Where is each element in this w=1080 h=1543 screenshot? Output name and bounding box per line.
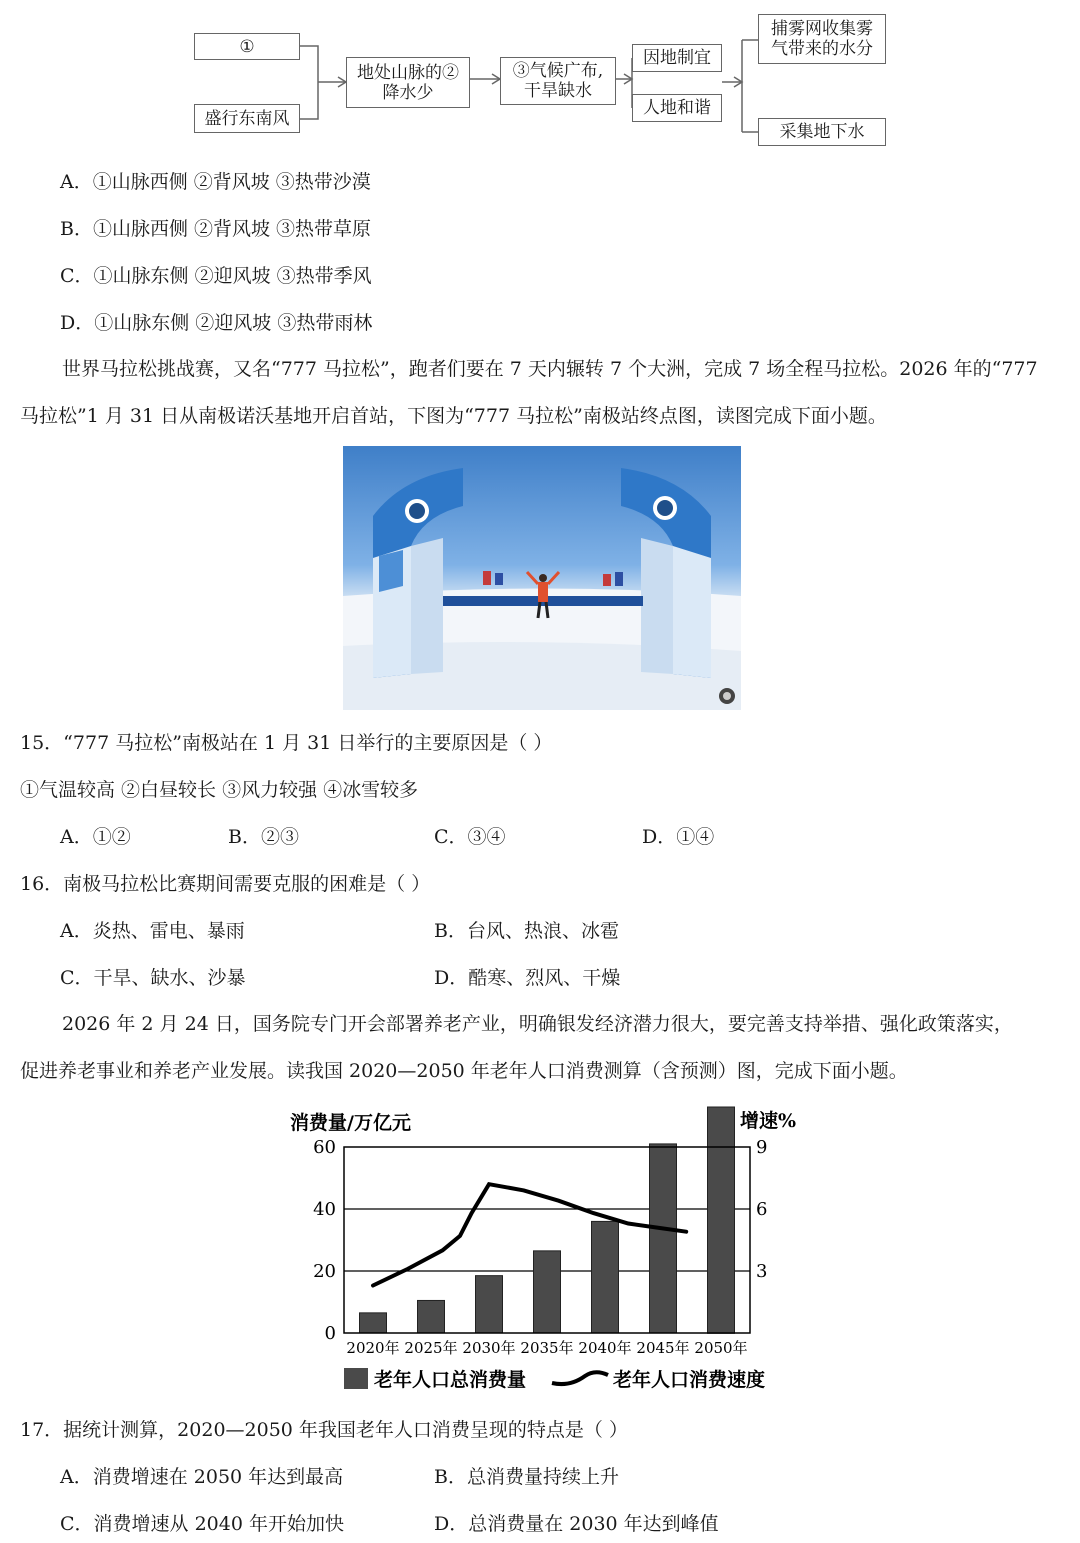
flow-box-1: ①: [194, 33, 300, 60]
q17-stem: 17．据统计测算，2020—2050 年我国老年人口消费呈现的特点是（ ）: [20, 1419, 628, 1441]
flow-box-4-line1: ③气候广布,: [512, 61, 604, 81]
y2-axis-label: 增速%: [740, 1110, 797, 1132]
flow-box-5: 因地制宜: [632, 44, 722, 72]
flow-box-7-line2: 气带来的水分: [771, 39, 873, 59]
passage2-line2: 促进养老事业和养老产业发展。读我国 2020—2050 年老年人口消费测算（含预测）图，完成下面小题。: [20, 1060, 908, 1082]
q14-option-d: D．①山脉东侧 ②迎风坡 ③热带雨林: [60, 312, 373, 334]
bar-2025年: [418, 1300, 445, 1333]
x-tick-label: 2020年: [346, 1339, 400, 1357]
flow-box-2: 盛行东南风: [194, 104, 300, 133]
q16-option-a: A．炎热、雷电、暴雨: [60, 920, 245, 942]
y-tick-label: 20: [313, 1261, 336, 1282]
y-tick-label: 40: [313, 1199, 336, 1220]
q15-option-d: D．①④: [642, 826, 715, 848]
x-tick-label: 2045年: [636, 1339, 690, 1357]
bar-2020年: [360, 1313, 387, 1333]
y-axis-label: 消费量/万亿元: [290, 1112, 411, 1134]
elderly-consumption-chart: [0, 1095, 1080, 1400]
bar-2050年: [708, 1107, 735, 1333]
finish-arch-illustration: [343, 446, 741, 710]
q17-option-b: B．总消费量持续上升: [434, 1466, 619, 1488]
y-tick-label: 0: [324, 1323, 336, 1344]
x-tick-label: 2030年: [462, 1339, 516, 1357]
q16-option-c: C．干旱、缺水、沙暴: [60, 967, 246, 989]
bar-2040年: [592, 1221, 619, 1333]
bar-2035年: [534, 1251, 561, 1333]
q17-option-a: A．消费增速在 2050 年达到最高: [60, 1466, 344, 1488]
series-line-consumption-rate: [373, 1184, 686, 1285]
flow-box-4-line2: 干旱缺水: [524, 81, 592, 101]
q16-option-b: B．台风、热浪、冰雹: [434, 920, 619, 942]
legend-label-bar: 老年人口总消费量: [374, 1369, 527, 1391]
passage1-line2: 马拉松”1 月 31 日从南极诺沃基地开启首站，下图为“777 马拉松”南极站终点图，读图完成下面小题。: [20, 405, 887, 427]
y2-tick-label: 6: [756, 1199, 768, 1220]
y2-tick-label: 3: [756, 1261, 768, 1282]
passage2-line1: 2026 年 2 月 24 日，国务院专门开会部署养老产业，明确银发经济潜力很大，要完善支持举措、强化政策落实，: [62, 1013, 1013, 1035]
q14-option-a: A．①山脉西侧 ②背风坡 ③热带沙漠: [60, 171, 371, 193]
flow-box-4: [500, 57, 616, 105]
q16-option-d: D．酷寒、烈风、干燥: [434, 967, 621, 989]
q15-items: ①气温较高 ②白昼较长 ③风力较强 ④冰雪较多: [20, 779, 419, 801]
flow-box-7: [758, 14, 886, 64]
passage1-line1: 世界马拉松挑战赛，又名“777 马拉松”，跑者们要在 7 天内辗转 7 个大洲，完成 7 场全程马拉松。2026 年的“777: [62, 358, 1038, 380]
x-tick-label: 2035年: [520, 1339, 574, 1357]
x-tick-label: 2025年: [404, 1339, 458, 1357]
flow-box-8: 采集地下水: [758, 118, 886, 146]
flow-box-7-line1: 捕雾网收集雾: [771, 19, 873, 39]
q15-option-b: B．②③: [228, 826, 299, 848]
legend-swatch-bar: [344, 1368, 368, 1389]
flow-box-3-line2: 降水少: [382, 82, 434, 103]
x-tick-label: 2040年: [578, 1339, 632, 1357]
y2-tick-label: 9: [756, 1137, 768, 1158]
flow-box-3: [346, 57, 470, 108]
q15-option-a: A．①②: [60, 826, 131, 848]
q16-stem: 16．南极马拉松比赛期间需要克服的困难是（ ）: [20, 873, 431, 895]
bar-2045年: [650, 1144, 677, 1333]
q15-stem: 15．“777 马拉松”南极站在 1 月 31 日举行的主要原因是（ ）: [20, 732, 553, 754]
antarctic-finish-photo: [343, 446, 741, 710]
x-tick-label: 2050年: [694, 1339, 748, 1357]
q15-option-c: C．③④: [434, 826, 506, 848]
y-tick-label: 60: [313, 1137, 336, 1158]
q17-option-d: D．总消费量在 2030 年达到峰值: [434, 1513, 719, 1535]
legend-label-line: 老年人口消费速度: [613, 1369, 766, 1391]
bar-2030年: [476, 1276, 503, 1333]
flow-box-3-line1: 地处山脉的②: [357, 62, 459, 83]
legend-swatch-line: [552, 1372, 608, 1384]
q14-option-c: C．①山脉东侧 ②迎风坡 ③热带季风: [60, 265, 372, 287]
q17-option-c: C．消费增速从 2040 年开始加快: [60, 1513, 344, 1535]
q14-option-b: B．①山脉西侧 ②背风坡 ③热带草原: [60, 218, 372, 240]
flow-box-6: 人地和谐: [632, 94, 722, 122]
